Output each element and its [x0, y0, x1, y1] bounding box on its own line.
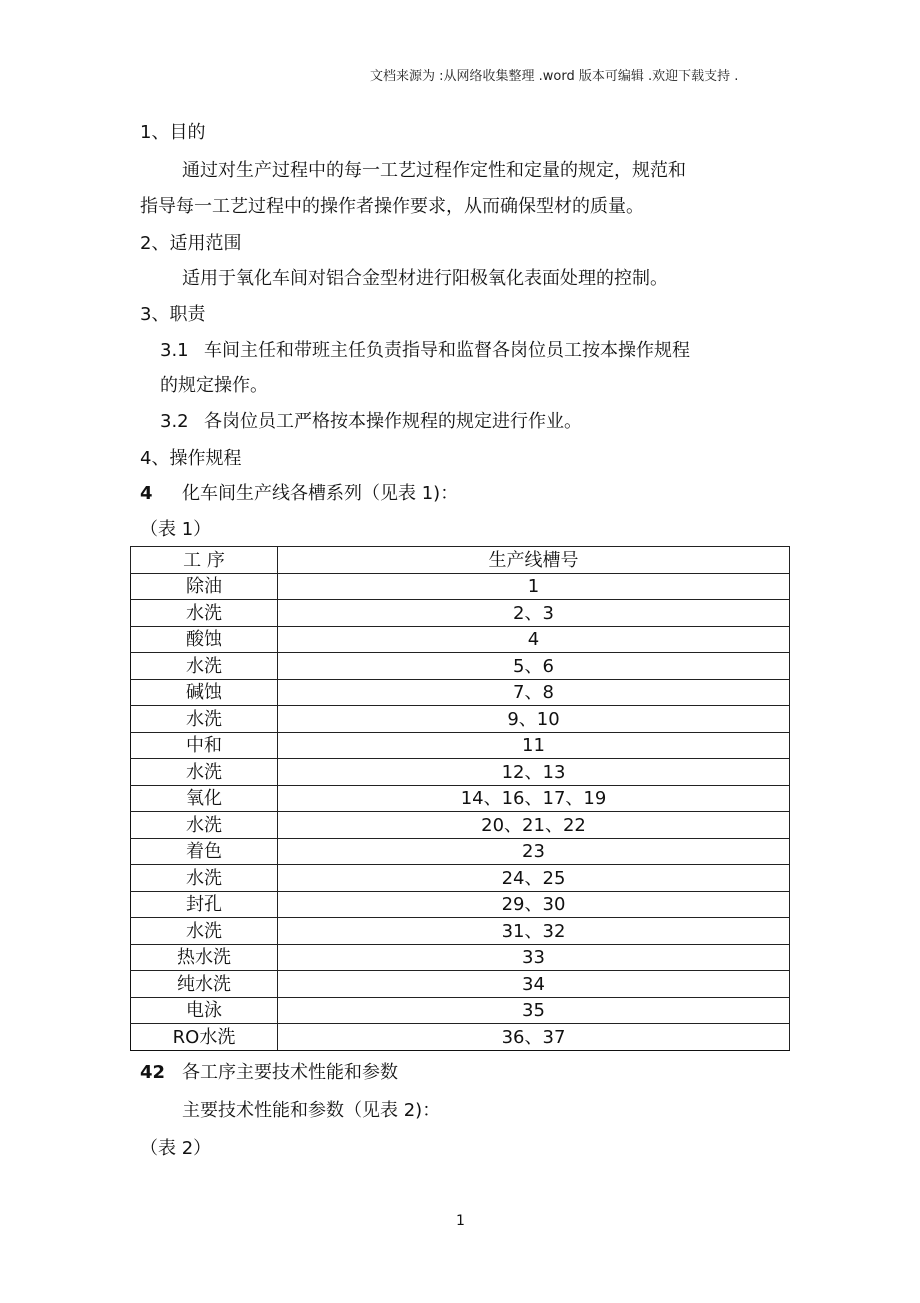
section-4-heading: 4、操作规程 — [140, 448, 242, 469]
process-cell: 热水洗 — [131, 944, 278, 971]
process-cell: 水洗 — [131, 759, 278, 786]
table-row — [131, 573, 790, 600]
table-row — [131, 679, 790, 706]
process-cell: 除油 — [131, 573, 278, 600]
table-row — [131, 626, 790, 653]
page-number: 1 — [456, 1213, 465, 1229]
column-header-process: 工 序 — [131, 547, 278, 574]
tank-cell: 14、16、17、19 — [278, 785, 790, 812]
section-3-item-2-number: 3.2 — [160, 411, 189, 432]
section-3-item-1-line-1: 车间主任和带班主任负责指导和监督各岗位员工按本操作规程 — [204, 340, 690, 361]
tank-cell: 24、25 — [278, 865, 790, 892]
process-cell: 酸蚀 — [131, 626, 278, 653]
tank-cell: 4 — [278, 626, 790, 653]
section-3-heading: 3、职责 — [140, 304, 206, 325]
section-4-sub-2-body: 主要技术性能和参数（见表 2)： — [182, 1100, 441, 1121]
tank-cell: 35 — [278, 997, 790, 1024]
table-row — [131, 759, 790, 786]
table-row — [131, 785, 790, 812]
tank-cell: 7、8 — [278, 679, 790, 706]
table-row — [131, 1024, 790, 1051]
table-row — [131, 944, 790, 971]
section-2-heading: 2、适用范围 — [140, 233, 242, 254]
section-3-item-1-number: 3.1 — [160, 340, 189, 361]
tank-cell: 1 — [278, 573, 790, 600]
table-row — [131, 706, 790, 733]
tank-cell: 34 — [278, 971, 790, 998]
process-cell: 水洗 — [131, 918, 278, 945]
table-row — [131, 865, 790, 892]
section-1-heading: 1、目的 — [140, 122, 206, 143]
process-cell: 中和 — [131, 732, 278, 759]
section-3-item-2-text: 各岗位员工严格按本操作规程的规定进行作业。 — [204, 411, 582, 432]
table-row — [131, 600, 790, 627]
section-4-sub-1-text: 化车间生产线各槽系列（见表 1)： — [182, 483, 459, 504]
section-1-body-line-2: 指导每一工艺过程中的操作者操作要求，从而确保型材的质量。 — [140, 196, 644, 217]
process-cell: 水洗 — [131, 865, 278, 892]
table-row — [131, 732, 790, 759]
process-cell: 着色 — [131, 838, 278, 865]
process-cell: 碱蚀 — [131, 679, 278, 706]
table-1-caption: （表 1） — [140, 519, 212, 540]
tank-cell: 5、6 — [278, 653, 790, 680]
column-header-tank-number: 生产线槽号 — [278, 547, 790, 574]
section-4-sub-2-text: 各工序主要技术性能和参数 — [182, 1062, 398, 1083]
section-4-sub-2-number: 42 — [140, 1062, 166, 1083]
process-cell: 水洗 — [131, 600, 278, 627]
table-row — [131, 812, 790, 839]
tank-cell: 2、3 — [278, 600, 790, 627]
process-cell: RO水洗 — [131, 1024, 278, 1051]
tank-cell: 9、10 — [278, 706, 790, 733]
process-cell: 电泳 — [131, 997, 278, 1024]
table-row — [131, 997, 790, 1024]
section-1-body-line-1: 通过对生产过程中的每一工艺过程作定性和定量的规定，规范和 — [182, 160, 686, 181]
process-cell: 封孔 — [131, 891, 278, 918]
tank-cell: 12、13 — [278, 759, 790, 786]
process-cell: 水洗 — [131, 653, 278, 680]
table-header-row — [131, 547, 790, 574]
tank-cell: 20、21、22 — [278, 812, 790, 839]
tank-cell: 29、30 — [278, 891, 790, 918]
table-row — [131, 653, 790, 680]
table-row — [131, 838, 790, 865]
tank-cell: 36、37 — [278, 1024, 790, 1051]
tank-cell: 11 — [278, 732, 790, 759]
table-2-caption: （表 2） — [140, 1138, 212, 1159]
process-cell: 水洗 — [131, 812, 278, 839]
section-3-item-1-line-2: 的规定操作。 — [160, 375, 268, 396]
table-row — [131, 971, 790, 998]
tank-cell: 23 — [278, 838, 790, 865]
table-row — [131, 891, 790, 918]
process-cell: 纯水洗 — [131, 971, 278, 998]
table-row — [131, 918, 790, 945]
header-note: 文档来源为 :从网络收集整理 .word 版本可编辑 .欢迎下载支持 . — [370, 69, 739, 84]
section-4-sub-1-number: 4 — [140, 483, 153, 504]
tank-cell: 31、32 — [278, 918, 790, 945]
section-2-body: 适用于氧化车间对铝合金型材进行阳极氧化表面处理的控制。 — [182, 268, 668, 289]
tank-cell: 33 — [278, 944, 790, 971]
process-table — [130, 546, 790, 1051]
process-cell: 氧化 — [131, 785, 278, 812]
process-cell: 水洗 — [131, 706, 278, 733]
